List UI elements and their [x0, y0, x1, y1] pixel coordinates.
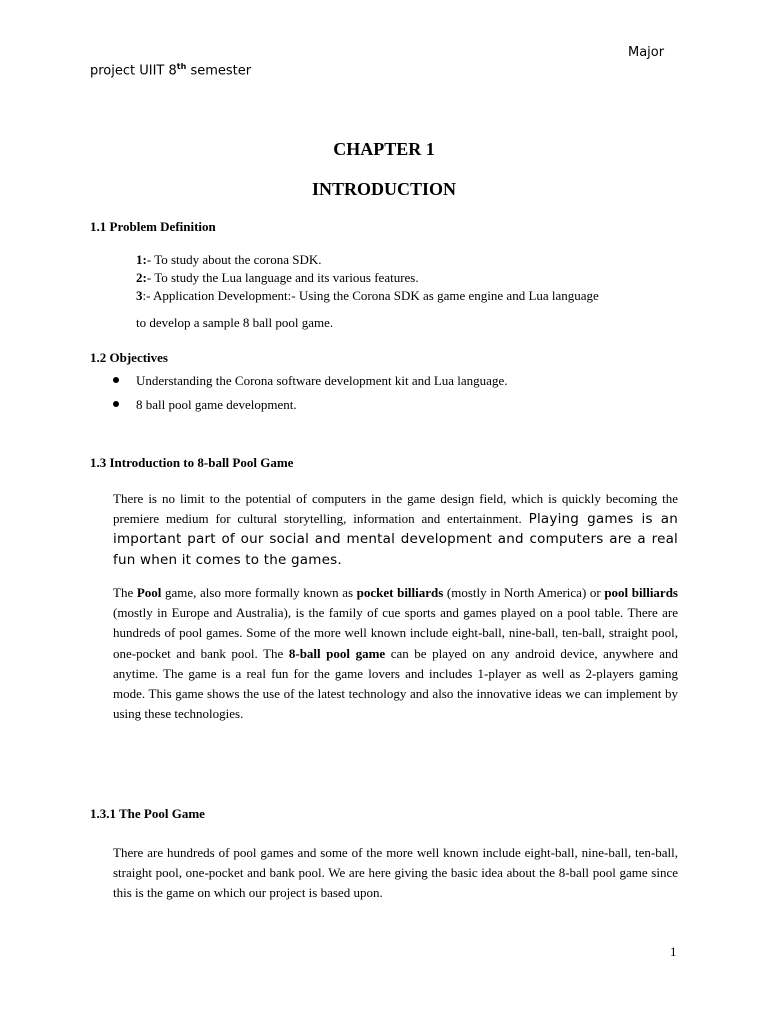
- section-1-3-heading: 1.3 Introduction to 8-ball Pool Game: [90, 455, 294, 470]
- problem-item-3: [136, 288, 599, 304]
- p2-bold-pool: Pool: [136, 585, 162, 600]
- p2-bold-8-ball: 8-ball pool game: [288, 645, 386, 661]
- header-left-sup: th: [176, 62, 187, 71]
- problem-item-2: [136, 270, 419, 286]
- header-left-prefix: project UIIT 8: [90, 63, 177, 79]
- problem-item-3-continuation: to develop a sample 8 ball pool game.: [136, 315, 334, 330]
- p2-text-2: game, also more formally known as: [161, 585, 357, 600]
- objective-item-1: Understanding the Corona software development kit and Lua language.: [136, 373, 508, 388]
- problem-item-1: [136, 252, 322, 268]
- header-right-text: Major: [628, 45, 665, 60]
- intro-paragraph-2: [113, 583, 678, 724]
- intro-paragraph-1-serif: There is no limit to the potential of computers in the game design field, which is quickly becoming the premiere medium for cultural storytelling, information and entertainment.: [113, 491, 678, 527]
- pool-game-paragraph: There are hundreds of pool games and some of the more well known include eight-ball, nine-ball, ten-ball, straight pool, one-pocket and bank pool. We are here giving the basic idea about the 8-ball pool game since this is the game on which our project is based upon.: [113, 845, 678, 901]
- page-number: 1: [670, 944, 677, 959]
- problem-item-2-text: - To study the Lua language and its various features.: [146, 270, 419, 285]
- intro-paragraph-1: [113, 489, 678, 570]
- p2-text-3: (mostly in North America) or: [443, 585, 605, 600]
- p2-bold-pocket-billiards: pocket billiards: [356, 585, 444, 600]
- p2-text-4: (mostly in Europe and Australia), is the family of cue sports and games played on a pool table. There are hundreds of pool games. Some of the more well known include eight-ball, nine-ball, ten-ball, straight pool, one-pocket and bank pool. The: [113, 605, 678, 661]
- problem-item-1-text: - To study about the corona SDK.: [146, 252, 322, 267]
- objective-item-2: 8 ball pool game development.: [136, 397, 297, 412]
- section-1-2-heading: 1.2 Objectives: [90, 350, 168, 365]
- chapter-number: CHAPTER 1: [333, 139, 435, 159]
- p2-text-1: The: [113, 585, 137, 600]
- section-1-3-1-heading: 1.3.1 The Pool Game: [90, 806, 205, 821]
- bullet-dot-icon: [113, 401, 119, 407]
- p2-text-5: can be played on any android device, anywhere and anytime. The game is a real fun for the game lovers and includes 1-player as well as 2-players gaming mode. This game shows the use of the latest technology and also the innovative ideas we can implement by using these technologies.: [113, 645, 678, 722]
- problem-item-2-num: 2:: [136, 270, 147, 285]
- header-left-suffix: semester: [186, 63, 252, 79]
- header-left-text: [90, 62, 251, 78]
- chapter-title: INTRODUCTION: [311, 179, 457, 199]
- problem-item-1-num: 1:: [136, 252, 147, 267]
- section-1-1-heading: 1.1 Problem Definition: [90, 219, 216, 234]
- problem-item-3-num: 3: [136, 288, 143, 303]
- p2-bold-pool-billiards: pool billiards: [604, 585, 678, 600]
- intro-paragraph-1-sans: Playing games is an important part of our social and mental development and computers are a real fun when it comes to the games.: [113, 511, 678, 568]
- problem-item-3-text: :- Application Development:- Using the Corona SDK as game engine and Lua language: [142, 288, 599, 303]
- bullet-dot-icon: [113, 377, 119, 383]
